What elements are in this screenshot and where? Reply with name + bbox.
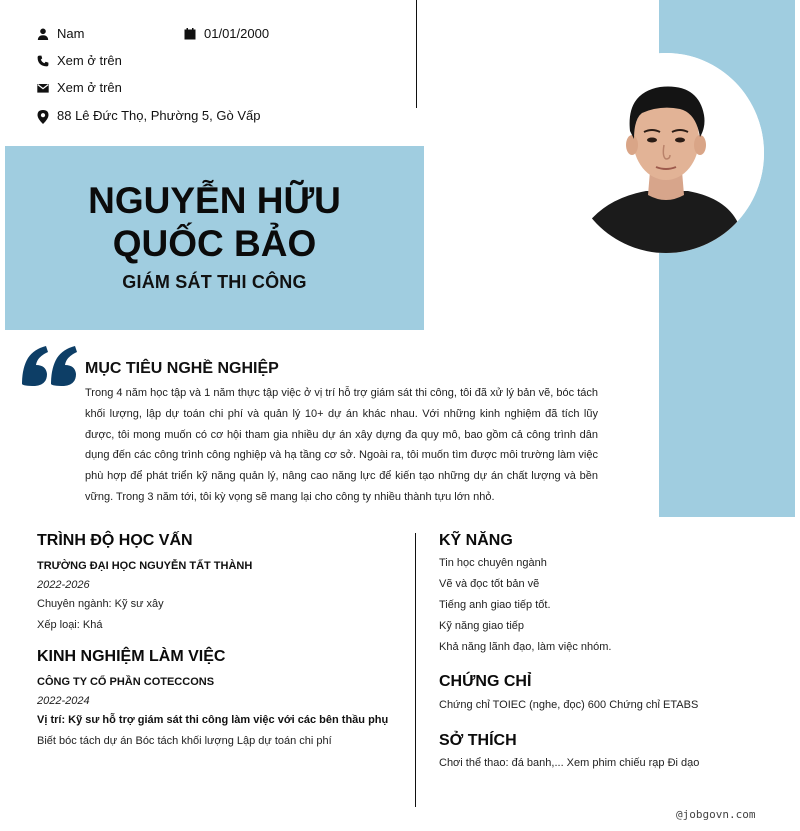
column-divider [415, 533, 416, 807]
experience-period: 2022-2024 [37, 695, 90, 707]
skill-item: Kỹ năng giao tiếp [439, 620, 525, 632]
calendar-icon [184, 28, 196, 40]
person-icon [37, 28, 49, 40]
skill-item: Tin học chuyên ngành [439, 557, 547, 569]
watermark: @jobgovn.com [676, 808, 756, 821]
location-pin-icon [37, 110, 49, 122]
experience-tasks: Biết bóc tách dự án Bóc tách khối lượng Lập dự toán chi phí [37, 735, 332, 747]
phone-icon [37, 55, 49, 67]
phone-text: Xem ở trên [57, 53, 122, 68]
email-text: Xem ở trên [57, 80, 122, 95]
education-major: Chuyên ngành: Kỹ sư xây [37, 598, 164, 610]
contact-dob [184, 26, 269, 41]
education-rank: Xếp loại: Khá [37, 619, 103, 631]
objective-text: Trong 4 năm học tập và 1 năm thực tập việc ở vị trí hỗ trợ giám sát thi công, tôi đã xử lý bản vẽ, bóc tách khối lượng, lập dự toán chi phí và quản lý 10+ dự án khác nhau. Với những kinh nghiệm đã tích lũy được, tôi mong muốn có cơ hội tham gia nhiều dự án xây dựng đa quy mô, bao gồm cả công trình dân dụng đến các công trình công nghiệp và hạ tầng cơ sở. Ngoài ra, tôi muốn tìm được môi trường làm việc phù hợp để phát triển kỹ năng quản lý, nâng cao năng lực để kiến tạo những dự án chất lượng và bền vững. Trong 3 năm tới, tôi kỳ vọng sẽ mang lại cho công ty nhiều thành tựu lớn nhỏ. [85, 387, 598, 503]
objective-title: MỤC TIÊU NGHỀ NGHIỆP [85, 360, 279, 377]
skill-item: Khả năng lãnh đạo, làm việc nhóm. [439, 641, 612, 653]
contact-gender [37, 26, 84, 41]
experience-position: Vị trí: Kỹ sư hỗ trợ giám sát thi công làm việc với các bên thầu phụ [37, 714, 389, 726]
certificates-title: CHỨNG CHỈ [439, 673, 532, 690]
envelope-icon [37, 82, 49, 94]
name-banner [5, 146, 424, 330]
education-title: TRÌNH ĐỘ HỌC VẤN [37, 532, 193, 549]
experience-title: KINH NGHIỆM LÀM VIỆC [37, 648, 226, 665]
experience-company: CÔNG TY CỔ PHẦN COTECCONS [37, 676, 215, 688]
contact-address [37, 108, 260, 123]
address-text: 88 Lê Đức Thọ, Phường 5, Gò Vấp [57, 108, 261, 123]
quote-icon [20, 344, 80, 388]
skill-item: Tiếng anh giao tiếp tốt. [439, 599, 551, 611]
full-name: NGUYỄN HỮU QUỐC BẢO [88, 180, 341, 264]
gender-text: Nam [57, 26, 85, 41]
contact-email [37, 80, 122, 95]
education-school: TRƯỜNG ĐẠI HỌC NGUYỄN TẤT THÀNH [37, 560, 253, 572]
education-period: 2022-2026 [37, 579, 90, 591]
hobbies-text: Chơi thể thao: đá banh,... Xem phim chiếu rạp Đi dạo [439, 757, 700, 769]
avatar [568, 53, 764, 253]
skill-item: Vẽ và đọc tốt bản vẽ [439, 578, 540, 590]
dob-text: 01/01/2000 [204, 26, 270, 41]
divider-top [416, 0, 417, 108]
contact-phone [37, 53, 122, 68]
certificates-text: Chứng chỉ TOIEC (nghe, đọc) 600 Chứng chỉ ETABS [439, 699, 699, 711]
skills-title: KỸ NĂNG [439, 532, 513, 549]
hobbies-title: SỞ THÍCH [439, 732, 517, 749]
job-title: GIÁM SÁT THI CÔNG [122, 272, 307, 292]
